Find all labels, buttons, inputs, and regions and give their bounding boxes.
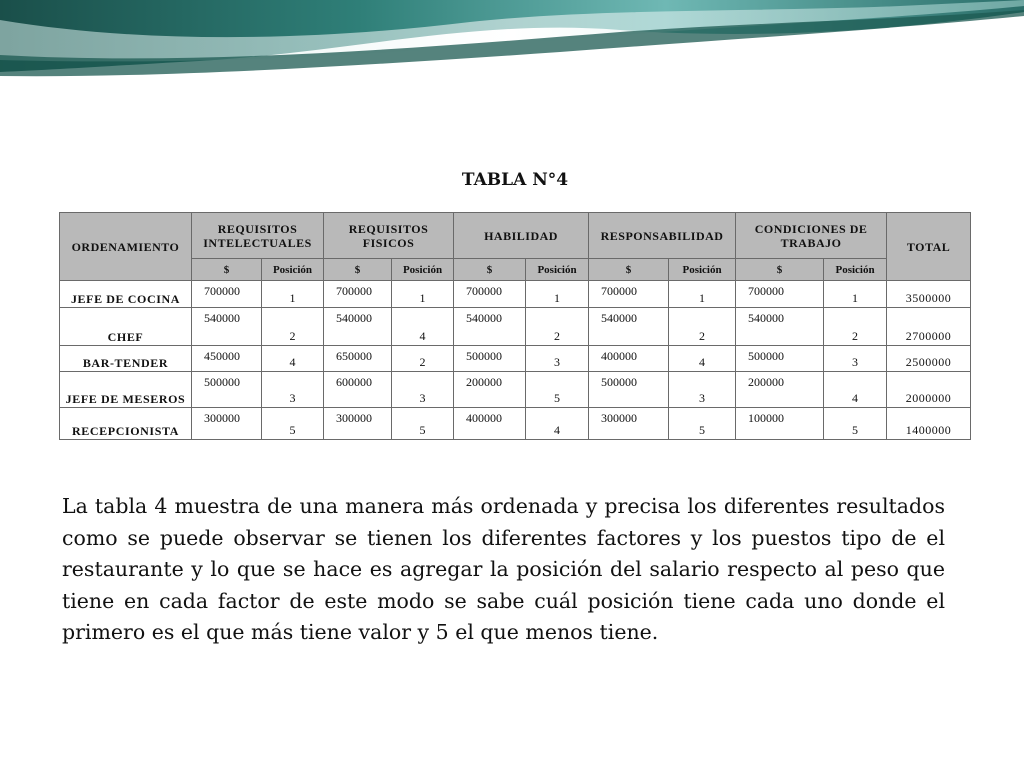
cell-position: 3	[392, 372, 454, 408]
cell-money: 700000	[736, 281, 824, 308]
cell-position: 4	[262, 346, 324, 372]
cell-position: 3	[824, 346, 887, 372]
cell-position: 2	[392, 346, 454, 372]
decorative-wave-banner	[0, 0, 1024, 80]
cell-money: 700000	[324, 281, 392, 308]
cell-money: 450000	[192, 346, 262, 372]
cell-money: 200000	[454, 372, 526, 408]
cell-position: 4	[392, 308, 454, 346]
cell-total: 2500000	[887, 346, 971, 372]
cell-total: 3500000	[887, 281, 971, 308]
sub-header-money: $	[192, 259, 262, 281]
cell-money: 400000	[589, 346, 669, 372]
row-name: CHEF	[60, 308, 192, 346]
cell-money: 300000	[192, 408, 262, 440]
cell-position: 1	[824, 281, 887, 308]
cell-money: 540000	[324, 308, 392, 346]
ordenamiento-header: ORDENAMIENTO	[60, 213, 192, 281]
sub-header-position: Posición	[669, 259, 736, 281]
table-title: TABLA N°4	[461, 170, 569, 190]
cell-money: 200000	[736, 372, 824, 408]
cell-position: 1	[526, 281, 589, 308]
cell-position: 4	[824, 372, 887, 408]
salary-table	[59, 212, 970, 440]
group-header: REQUISITOS FISICOS	[324, 213, 454, 259]
cell-position: 2	[262, 308, 324, 346]
sub-header-position: Posición	[392, 259, 454, 281]
cell-position: 4	[669, 346, 736, 372]
table-row	[60, 281, 971, 308]
cell-money: 540000	[589, 308, 669, 346]
cell-money: 300000	[589, 408, 669, 440]
cell-position: 2	[669, 308, 736, 346]
cell-money: 650000	[324, 346, 392, 372]
cell-position: 2	[526, 308, 589, 346]
group-header: CONDICIONES DE TRABAJO	[736, 213, 887, 259]
cell-position: 5	[824, 408, 887, 440]
cell-total: 1400000	[887, 408, 971, 440]
row-name: RECEPCIONISTA	[60, 408, 192, 440]
cell-position: 5	[262, 408, 324, 440]
cell-money: 700000	[192, 281, 262, 308]
row-name: BAR-TENDER	[60, 346, 192, 372]
table-row	[60, 372, 971, 408]
description-paragraph: La tabla 4 muestra de una manera más ordenada y precisa los diferentes resultados como se puede observar se tienen los diferentes factores y los puestos tipo de el restaurante y lo que se hace es agregar la posición del salario respecto al peso que tiene en cada factor de este modo se sabe cuál posición tiene cada uno donde el primero es el que más tiene valor y 5 el que menos tiene.	[62, 494, 945, 644]
cell-money: 300000	[324, 408, 392, 440]
table-row	[60, 308, 971, 346]
sub-header-position: Posición	[824, 259, 887, 281]
sub-header-money: $	[454, 259, 526, 281]
cell-position: 1	[392, 281, 454, 308]
cell-position: 3	[526, 346, 589, 372]
cell-position: 1	[669, 281, 736, 308]
sub-header-money: $	[324, 259, 392, 281]
cell-position: 4	[526, 408, 589, 440]
group-header: RESPONSABILIDAD	[589, 213, 736, 259]
cell-money: 100000	[736, 408, 824, 440]
cell-money: 540000	[192, 308, 262, 346]
total-header: TOTAL	[887, 213, 971, 281]
cell-money: 500000	[454, 346, 526, 372]
cell-position: 5	[526, 372, 589, 408]
cell-money: 700000	[589, 281, 669, 308]
table-row	[60, 408, 971, 440]
cell-money: 500000	[192, 372, 262, 408]
sub-header-position: Posición	[526, 259, 589, 281]
sub-header-money: $	[736, 259, 824, 281]
group-header: REQUISITOS INTELECTUALES	[192, 213, 324, 259]
group-header: HABILIDAD	[454, 213, 589, 259]
cell-position: 5	[669, 408, 736, 440]
cell-money: 400000	[454, 408, 526, 440]
cell-money: 500000	[736, 346, 824, 372]
cell-position: 5	[392, 408, 454, 440]
row-name: JEFE DE MESEROS	[60, 372, 192, 408]
cell-money: 540000	[454, 308, 526, 346]
cell-position: 1	[262, 281, 324, 308]
cell-position: 3	[262, 372, 324, 408]
table-row	[60, 346, 971, 372]
cell-total: 2000000	[887, 372, 971, 408]
row-name: JEFE DE COCINA	[60, 281, 192, 308]
sub-header-money: $	[589, 259, 669, 281]
cell-money: 540000	[736, 308, 824, 346]
cell-money: 500000	[589, 372, 669, 408]
cell-money: 700000	[454, 281, 526, 308]
cell-position: 2	[824, 308, 887, 346]
cell-position: 3	[669, 372, 736, 408]
cell-total: 2700000	[887, 308, 971, 346]
cell-money: 600000	[324, 372, 392, 408]
sub-header-position: Posición	[262, 259, 324, 281]
